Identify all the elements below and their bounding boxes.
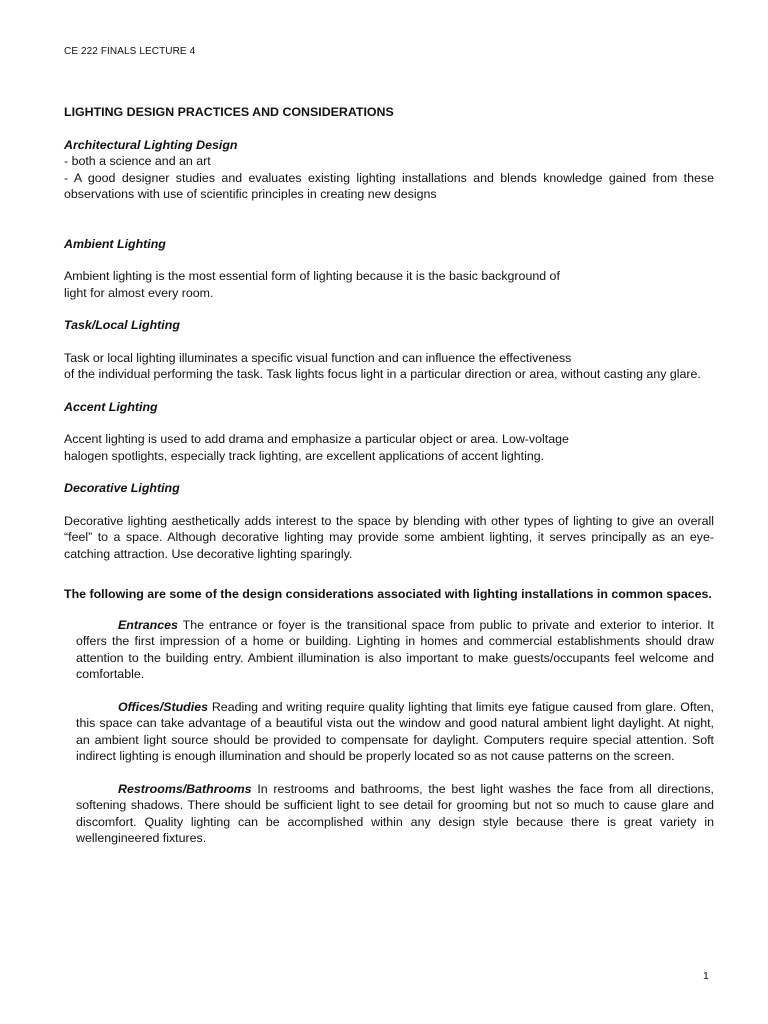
spacer <box>64 415 714 431</box>
ambient-line-1: Ambient lighting is the most essential form of lighting because it is the basic background of <box>64 269 560 283</box>
spacer <box>64 562 714 586</box>
accent-line-2: halogen spotlights, especially track lighting, are excellent applications of accent lighting. <box>64 448 545 463</box>
consideration-heading-offices: Offices/Studies <box>118 699 208 714</box>
consideration-restrooms <box>76 781 714 847</box>
page-number: 1 <box>703 970 709 982</box>
arch-line-2: - A good designer studies and evaluates existing lighting installations and blends knowledge gained from these observations with use of scientific principles in creating new designs <box>64 170 714 201</box>
spacer <box>64 301 714 317</box>
page-header: CE 222 FINALS LECTURE 4 <box>64 46 196 57</box>
considerations-intro: The following are some of the design considerations associated with lighting installations in common spaces. <box>64 587 712 601</box>
task-line-1: Task or local lighting illuminates a specific visual function and can influence the effectiveness <box>64 350 572 365</box>
task-line-2: of the individual performing the task. Task lights focus light in a particular direction or area, without casting any glare. <box>64 367 701 381</box>
consideration-heading-restrooms: Restrooms/Bathrooms <box>118 781 252 796</box>
document-title: LIGHTING DESIGN PRACTICES AND CONSIDERATIONS <box>64 105 394 119</box>
section-heading-task: Task/Local Lighting <box>64 318 180 332</box>
document-body <box>64 104 714 847</box>
section-heading-architectural: Architectural Lighting Design <box>64 137 238 152</box>
spacer <box>64 497 714 513</box>
section-heading-decorative: Decorative Lighting <box>64 481 180 495</box>
consideration-heading-entrances: Entrances <box>118 617 178 632</box>
spacer <box>64 334 714 350</box>
spacer <box>64 464 714 480</box>
spacer <box>64 252 714 268</box>
consideration-entrances <box>76 617 714 683</box>
arch-line-1: - both a science and an art <box>64 154 211 168</box>
spacer <box>64 203 714 236</box>
consideration-text-offices: Reading and writing require quality lighting that limits eye fatigue caused from glare. Often, this space can take advantage of a beautiful vista out the window and good natural ambient light daylight. At night, an ambient light source should be provided to compensate for daylight. Computers require special attention. Soft indirect lighting is enough illumination and should be properly located so as not cause patterns on the screen. <box>76 699 714 763</box>
consideration-text-restrooms: In restrooms and bathrooms, the best light washes the face from all directions, softening shadows. There should be sufficient light to see detail for grooming but not so much to cause glare and discomfort. Quality lighting can be accomplished within any design style because there is great variety in wellengineered fixtures. <box>76 781 714 845</box>
spacer <box>64 683 714 699</box>
section-heading-accent: Accent Lighting <box>64 399 158 414</box>
accent-line-1: Accent lighting is used to add drama and emphasize a particular object or area. Low-voltage <box>64 432 569 446</box>
spacer <box>64 765 714 781</box>
consideration-offices <box>76 699 714 765</box>
ambient-line-2: light for almost every room. <box>64 285 214 300</box>
spacer <box>64 603 714 617</box>
section-heading-ambient: Ambient Lighting <box>64 236 166 251</box>
decorative-paragraph: Decorative lighting aesthetically adds interest to the space by blending with other types of lighting to give an overall “feel” to a space. Although decorative lighting may provide some ambient lighting, it serves principally as an eye-catching attraction. Use decorative lighting sparingly. <box>64 513 714 561</box>
consideration-text-entrances: The entrance or foyer is the transitional space from public to private and exterior to interior. It offers the first impression of a home or building. Lighting in homes and commercial establishments should draw attention to the building entry. Ambient illumination is also important to make guests/occupants feel welcome and comfortable. <box>76 617 714 681</box>
spacer <box>64 383 714 399</box>
